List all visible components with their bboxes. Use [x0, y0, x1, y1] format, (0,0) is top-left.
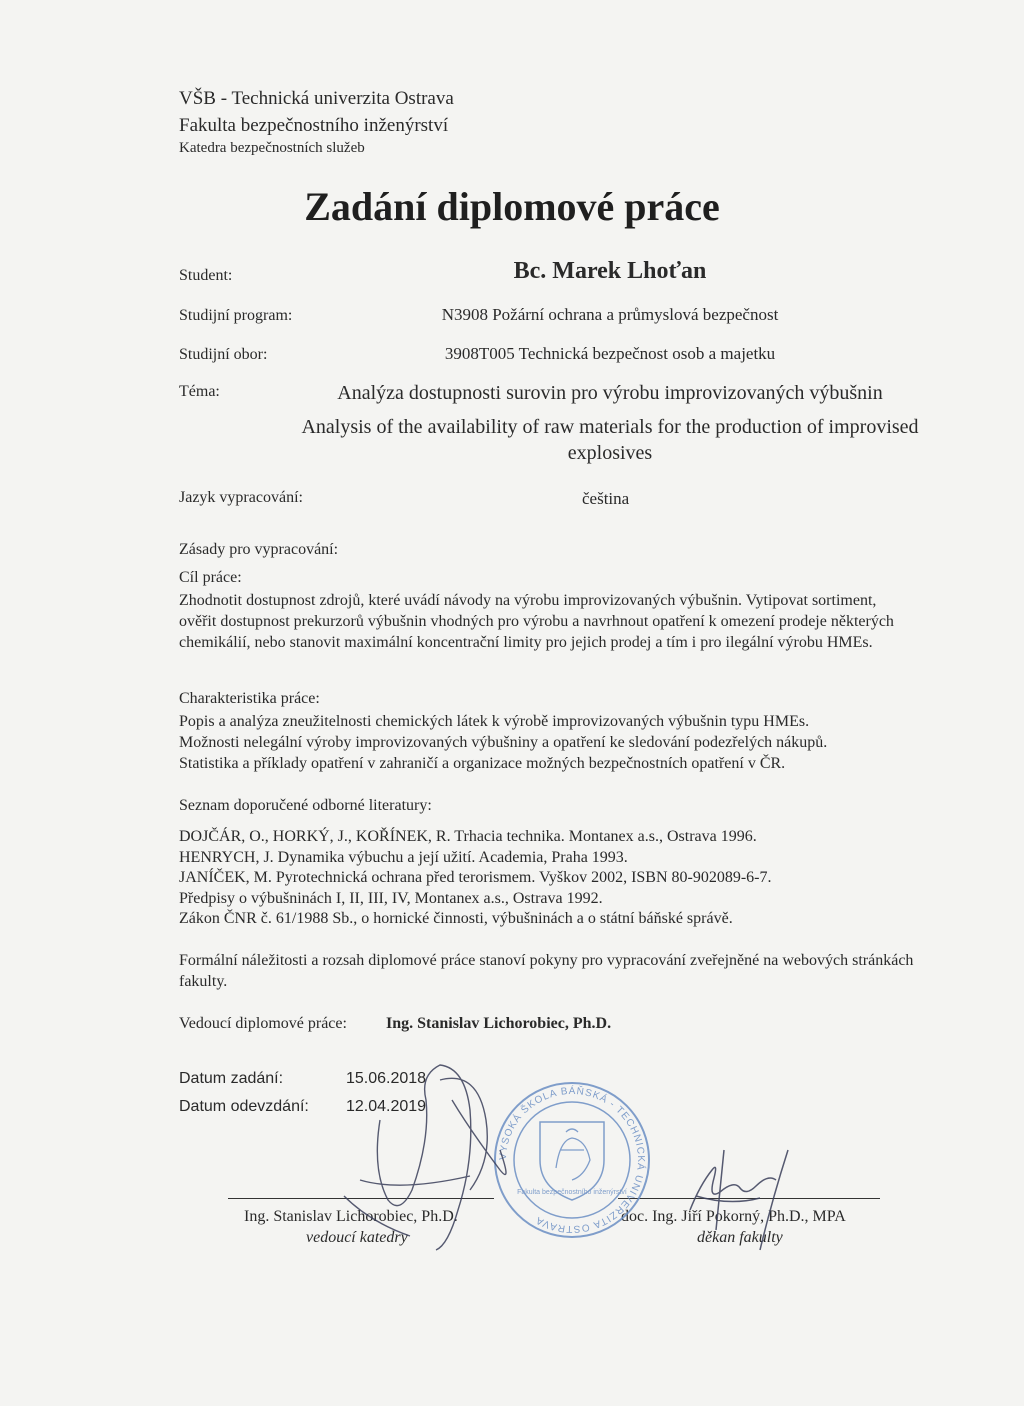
- formalni-nalezitosti: Formální náležitosti a rozsah diplomové práce stanoví pokyny pro vypracování zveřejněné na webových stránkách fakulty.: [179, 952, 914, 990]
- jazyk-label: Jazyk vypracování:: [179, 489, 303, 506]
- literatura-item: Předpisy o výbušninách I, II, III, IV, Montanex a.s., Ostrava 1992.: [179, 890, 603, 907]
- department-name: Katedra bezpečnostních služeb: [179, 140, 365, 156]
- literatura-item: DOJČÁR, O., HORKÝ, J., KOŘÍNEK, R. Trhacia technika. Montanex a.s., Ostrava 1996.: [179, 828, 757, 845]
- tema-english: Analysis of the availability of raw materials for the production of improvised explosives: [301, 416, 919, 464]
- literatura-item: Zákon ČNR č. 61/1988 Sb., o hornické činnosti, výbušninách a o státní báňské správě.: [179, 910, 733, 927]
- charakteristika-line: Statistika a příklady opatření v zahraničí a organizace možných bezpečnostních opatření v ČR.: [179, 755, 786, 772]
- tema-czech: Analýza dostupnosti surovin pro výrobu improvizovaných výbušnin: [337, 382, 883, 404]
- faculty-name: Fakulta bezpečnostního inženýrství: [179, 115, 449, 136]
- charakteristika-heading: Charakteristika práce:: [179, 690, 320, 707]
- literatura-item: JANÍČEK, M. Pyrotechnická ochrana před terorismem. Vyškov 2002, ISBN 80-902089-6-7.: [179, 869, 772, 886]
- charakteristika-line: Popis a analýza zneužitelnosti chemických látek k výrobě improvizovaných výbušnin typu HMEs.: [179, 713, 810, 730]
- faculty-stamp: [495, 1083, 649, 1237]
- student-label: Student:: [179, 267, 233, 284]
- stamp-ring-text: VYSOKÁ ŠKOLA BÁŇSKÁ - TECHNICKÁ UNIVERZITA OSTRAVA: [497, 1085, 647, 1235]
- obor-value: 3908T005 Technická bezpečnost osob a majetku: [444, 344, 776, 363]
- signature-right-role: děkan fakulty: [697, 1229, 783, 1246]
- signature-left-name: Ing. Stanislav Lichorobiec, Ph.D.: [244, 1208, 458, 1225]
- literatura-item: HENRYCH, J. Dynamika výbuchu a její užití. Academia, Praha 1993.: [179, 849, 628, 866]
- program-label: Studijní program:: [179, 307, 293, 324]
- handwritten-signature-left: [344, 1065, 506, 1250]
- cil-heading: Cíl práce:: [179, 569, 242, 586]
- cil-text: Zhodnotit dostupnost zdrojů, které uvádí návody na výrobu improvizovaných výbušnin. Vytipovat sortiment, ověřit dostupnost prekurzorů výbušnin vhodných pro výrobu a navrhnout opatření k omezení prodeje některých chemikálií, nebo stanovit maximální koncentrační limity pro jejich prodej a tím i pro ilegální výrobu HMEs.: [179, 592, 894, 651]
- obor-label: Studijní obor:: [179, 346, 268, 363]
- vedouci-name: Ing. Stanislav Lichorobiec, Ph.D.: [386, 1015, 612, 1032]
- signature-right-name: doc. Ing. Jiří Pokorný, Ph.D., MPA: [621, 1208, 846, 1225]
- document-title: Zadání diplomové práce: [304, 184, 720, 229]
- jazyk-value: čeština: [582, 489, 630, 508]
- signature-left-role: vedoucí katedry: [306, 1229, 408, 1246]
- vedouci-label: Vedoucí diplomové práce:: [179, 1015, 347, 1032]
- svg-text:VYSOKÁ ŠKOLA BÁŇSKÁ - TECHNICK: [498, 1084, 648, 1234]
- university-name: VŠB - Technická univerzita Ostrava: [179, 88, 454, 109]
- datum-odevzdani-value: 12.04.2019: [346, 1098, 427, 1115]
- datum-zadani-value: 15.06.2018: [346, 1070, 427, 1087]
- stamp-inner-text: Fakulta bezpečnostního inženýrství: [517, 1189, 627, 1196]
- program-value: N3908 Požární ochrana a průmyslová bezpečnost: [441, 305, 779, 324]
- datum-zadani-label: Datum zadání:: [179, 1070, 284, 1087]
- literatura-heading: Seznam doporučené odborné literatury:: [179, 797, 432, 814]
- handwritten-signature-right: [690, 1150, 788, 1250]
- tema-label: Téma:: [179, 383, 220, 400]
- student-value: Bc. Marek Lhoťan: [513, 258, 707, 284]
- charakteristika-line: Možnosti nelegální výroby improvizovaných výbušniny a opatření ke sledování podezřelých nákupů.: [179, 734, 828, 751]
- zasady-heading: Zásady pro vypracování:: [179, 541, 339, 558]
- datum-odevzdani-label: Datum odevzdání:: [179, 1098, 309, 1115]
